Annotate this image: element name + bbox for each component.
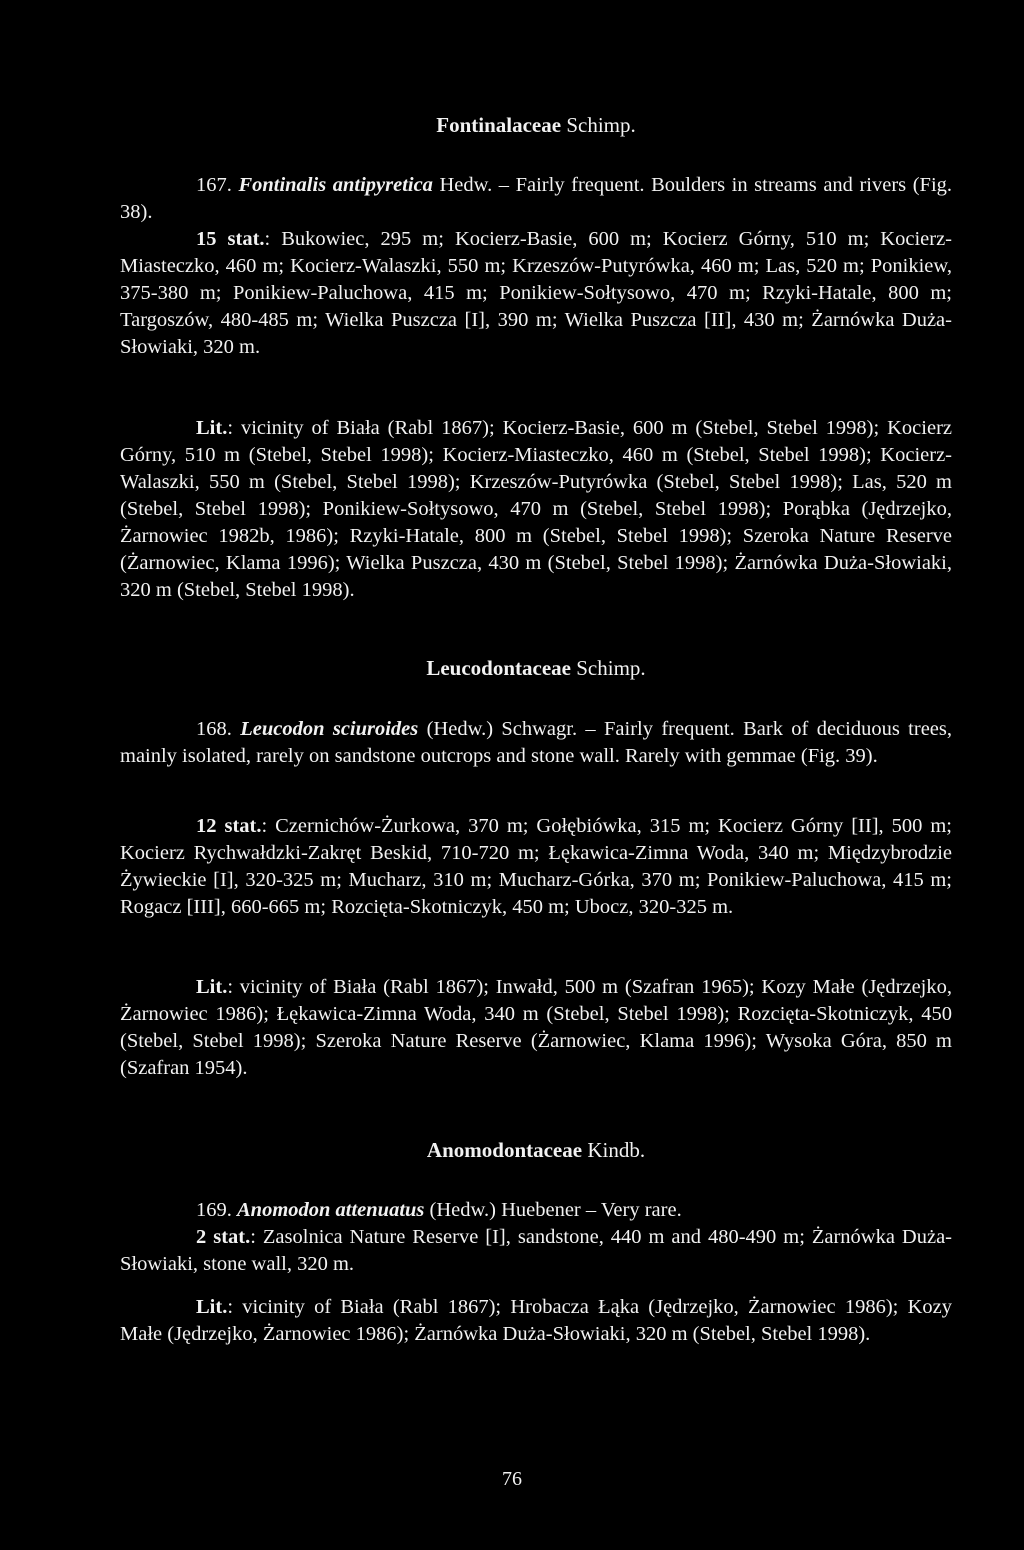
stations-label: 12 stat. — [196, 815, 262, 837]
literature-paragraph-167 — [120, 415, 952, 604]
stations-paragraph-167 — [120, 226, 952, 361]
literature-label: Lit. — [196, 976, 228, 998]
species-number: 169. — [196, 1199, 232, 1221]
stations-text: : Czernichów-Żurkowa, 370 m; Gołębiówka, 315 m; Kocierz Górny [II], 500 m; Kocierz Rychwałdzki-Zakręt Beskid, 710-720 m; Łękawica-Zimna Woda, 340 m; Międzybrodzie Żywieckie [I], 320-325 m; Mucharz, 310 m; Mucharz-Górka, 370 m; Ponikiew-Paluchowa, 415 m; Rogacz [III], 660-665 m; Rozcięta-Skotniczyk, 450 m; Ubocz, 320-325 m. — [120, 815, 952, 918]
literature-text: : vicinity of Biała (Rabl 1867); Hrobacza Łąka (Jędrzejko, Żarnowiec 1986); Kozy Małe (Jędrzejko, Żarnowiec 1986); Żarnówka Duża-Słowiaki, 320 m (Stebel, Stebel 1998). — [120, 1296, 952, 1345]
species-number: 168. — [196, 718, 232, 740]
species-number: 167. — [196, 174, 232, 196]
family-heading-fontinalaceae — [120, 112, 952, 138]
species-entry-168 — [120, 716, 952, 770]
species-description: (Hedw.) Schwagr. – Fairly frequent. Bark of deciduous trees, mainly isolated, rarely on sandstone outcrops and stone wall. Rarely with gemmae (Fig. 39). — [120, 718, 952, 767]
family-author: Schimp. — [566, 113, 636, 137]
stations-paragraph-169 — [120, 1224, 952, 1278]
species-name: Anomodon attenuatus — [237, 1199, 425, 1221]
literature-label: Lit. — [196, 1296, 228, 1318]
literature-paragraph-168 — [120, 974, 952, 1082]
literature-text: : vicinity of Biała (Rabl 1867); Inwałd, 500 m (Szafran 1965); Kozy Małe (Jędrzejko, Żarnowiec 1986); Łękawica-Zimna Woda, 340 m (Stebel, Stebel 1998); Rozcięta-Skotniczyk, 450 (Stebel, Stebel 1998); Szeroka Nature Reserve (Żarnowiec, Klama 1996); Wysoka Góra, 850 m (Szafran 1954). — [120, 976, 952, 1079]
species-entry-169 — [120, 1197, 952, 1224]
species-name: Leucodon sciuroides — [240, 718, 419, 740]
family-name: Fontinalaceae — [436, 113, 562, 137]
stations-paragraph-168 — [120, 813, 952, 921]
family-name: Leucodontaceae — [426, 656, 571, 680]
stations-label: 15 stat. — [196, 228, 265, 250]
stations-label: 2 stat. — [196, 1226, 251, 1248]
family-heading-leucodontaceae — [120, 655, 952, 681]
literature-paragraph-169 — [120, 1294, 952, 1348]
family-author: Schimp. — [576, 656, 646, 680]
species-name: Fontinalis antipyretica — [238, 174, 433, 196]
family-heading-anomodontaceae — [120, 1137, 952, 1163]
family-name: Anomodontaceae — [426, 1138, 583, 1162]
stations-text: : Bukowiec, 295 m; Kocierz-Basie, 600 m; Kocierz Górny, 510 m; Kocierz-Miasteczko, 460 m; Kocierz-Walaszki, 550 m; Krzeszów-Putyrówka, 460 m; Las, 520 m; Ponikiew, 375-380 m; Ponikiew-Paluchowa, 415 m; Ponikiew-Sołtysowo, 470 m; Rzyki-Hatale, 800 m; Targoszów, 480-485 m; Wielka Puszcza [I], 390 m; Wielka Puszcza [II], 430 m; Żarnówka Duża-Słowiaki, 320 m. — [120, 228, 952, 358]
literature-label: Lit. — [196, 417, 228, 439]
species-description: Hedw. – Fairly frequent. Boulders in streams and rivers (Fig. 38). — [120, 174, 953, 223]
species-description: (Hedw.) Huebener – Very rare. — [429, 1199, 682, 1221]
species-entry-167 — [120, 172, 952, 226]
page-number: 76 — [502, 1468, 522, 1490]
literature-text: : vicinity of Biała (Rabl 1867); Kocierz-Basie, 600 m (Stebel, Stebel 1998); Kocierz Górny, 510 m (Stebel, Stebel 1998); Kocierz-Miasteczko, 460 m (Stebel, Stebel 1998); Kocierz-Walaszki, 550 m (Stebel, Stebel 1998); Krzeszów-Putyrówka (Stebel, Stebel 1998); Las, 520 m (Stebel, Stebel 1998); Ponikiew-Sołtysowo, 470 m (Stebel, Stebel 1998); Porąbka (Jędrzejko, Żarnowiec 1982b, 1986); Rzyki-Hatale, 800 m (Stebel, Stebel 1998); Szeroka Nature Reserve (Żarnowiec, Klama 1996); Wielka Puszcza, 430 m (Stebel, Stebel 1998); Żarnówka Duża-Słowiaki, 320 m (Stebel, Stebel 1998). — [120, 417, 952, 601]
family-author: Kindb. — [587, 1138, 646, 1162]
stations-text: : Zasolnica Nature Reserve [I], sandstone, 440 m and 480-490 m; Żarnówka Duża-Słowiaki, stone wall, 320 m. — [120, 1226, 953, 1275]
